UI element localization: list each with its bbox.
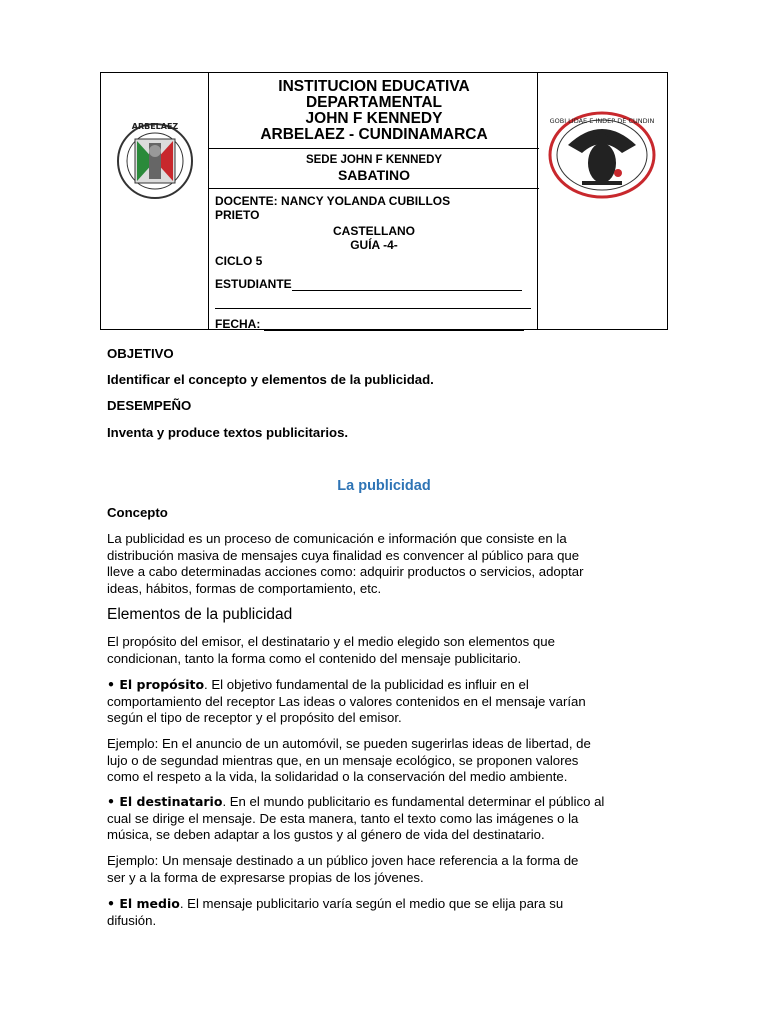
estudiante-row xyxy=(215,277,533,291)
header-middle xyxy=(209,73,539,329)
estudiante-label: ESTUDIANTE xyxy=(215,277,292,291)
objetivo-text: Identificar el concepto y elementos de la publicidad. xyxy=(107,372,434,387)
info-block xyxy=(209,189,539,329)
elementos-intro-line: El propósito del emisor, el destinatario y el medio elegido son elementos que xyxy=(107,634,555,649)
destinatario-label: • El destinatario xyxy=(107,794,223,809)
concepto-paragraph xyxy=(107,531,667,597)
estudiante-fill-line-2 xyxy=(215,298,531,309)
estudiante-fill-line xyxy=(292,290,522,291)
school-name-block xyxy=(209,73,539,149)
elementos-intro-line: condicionan, tanto la forma como el contenido del mensaje publicitario. xyxy=(107,650,522,666)
school-crest-logo xyxy=(101,73,209,328)
guide-number: GUÍA -4- xyxy=(350,238,398,252)
ejemplo-2-line: ser y a la forma de expresarse propias de los jóvenes. xyxy=(107,869,424,885)
medio-line: difusión. xyxy=(107,912,157,928)
destinatario-line: cual se dirige el mensaje. De esta manera, tanto el texto como las imágenes o la xyxy=(107,810,579,826)
ciclo: CICLO 5 xyxy=(215,254,263,268)
proposito-paragraph xyxy=(107,677,667,727)
sede-name: SEDE JOHN F KENNEDY xyxy=(305,154,443,166)
medio-paragraph xyxy=(107,896,667,929)
destinatario-line: música, se deben adaptar a los gustos y al género de vida del destinatario. xyxy=(107,827,545,842)
proposito-line: . El objetivo fundamental de la publicidad es influir en el xyxy=(204,677,529,692)
desempeno-label: DESEMPEÑO xyxy=(107,398,192,413)
elementos-heading: Elementos de la publicidad xyxy=(107,606,293,623)
school-line-2: DEPARTAMENTAL xyxy=(305,94,443,111)
header-table xyxy=(100,72,538,330)
left-logo-cell xyxy=(101,73,209,329)
destinatario-paragraph xyxy=(107,794,667,844)
concepto-line: La publicidad es un proceso de comunicación e información que consiste en la xyxy=(107,531,567,546)
estudiante-extra-row xyxy=(215,295,533,309)
proposito-label: • El propósito xyxy=(107,677,205,692)
objetivo-label: OBJETIVO xyxy=(107,346,174,361)
docente-line-2: PRIETO xyxy=(215,208,260,222)
school-line-3: JOHN F KENNEDY xyxy=(305,110,443,127)
concepto-line: distribución masiva de mensajes cuya finalidad es convencer al público para que xyxy=(107,547,580,563)
right-logo-cell xyxy=(538,72,668,330)
docente-line-1: DOCENTE: NANCY YOLANDA CUBILLOS xyxy=(215,194,451,208)
sede-block xyxy=(209,149,539,189)
medio-line: . El mensaje publicitario varía según el medio que se elija para su xyxy=(179,896,564,911)
concepto-line: lleve a cabo determinadas acciones como: adquirir productos o servicios, adoptar xyxy=(107,564,584,579)
subject: CASTELLANO xyxy=(333,224,415,238)
proposito-line: comportamiento del receptor Las ideas o valores contenidos en el mensaje varían xyxy=(107,693,586,709)
department-seal-logo xyxy=(538,73,666,328)
ejemplo-1-paragraph xyxy=(107,736,667,786)
proposito-line: según el tipo de receptor y el propósito del emisor. xyxy=(107,710,402,725)
svg-text:ARBELAEZ: ARBELAEZ xyxy=(131,122,179,131)
fecha-fill-line xyxy=(264,330,524,331)
elementos-intro xyxy=(107,634,667,667)
jornada: SABATINO xyxy=(337,167,411,183)
desempeno-text: Inventa y produce textos publicitarios. xyxy=(107,425,349,440)
school-line-1: INSTITUCION EDUCATIVA xyxy=(278,78,470,95)
ejemplo-1-line: lujo o de segundad mientras que, en un mensaje ecológico, se proponen valores xyxy=(107,752,579,768)
concepto-line: ideas, hábitos, formas de comportamiento, etc. xyxy=(107,580,382,596)
ejemplo-1-line: Ejemplo: En el anuncio de un automóvil, se pueden sugerirlas ideas de libertad, de xyxy=(107,736,591,751)
destinatario-line: . En el mundo publicitario es fundamental determinar el público al xyxy=(222,794,605,809)
ejemplo-2-line: Ejemplo: Un mensaje destinado a un público joven hace referencia a la forma de xyxy=(107,853,579,868)
ejemplo-1-line: como el respeto a la vida, la solidaridad o la conservación del medio ambiente. xyxy=(107,769,568,784)
ejemplo-2-paragraph xyxy=(107,853,667,886)
school-line-4: ARBELAEZ - CUNDINAMARCA xyxy=(260,126,488,143)
concepto-label: Concepto xyxy=(107,505,168,520)
medio-label: • El medio xyxy=(107,896,180,911)
svg-text:GOBI LIDAE E INDEP DE CUNDIN: GOBI LIDAE E INDEP DE CUNDIN xyxy=(549,117,655,125)
page-title: La publicidad xyxy=(337,478,431,494)
fecha-row xyxy=(215,317,533,331)
fecha-label: FECHA: xyxy=(215,317,261,331)
